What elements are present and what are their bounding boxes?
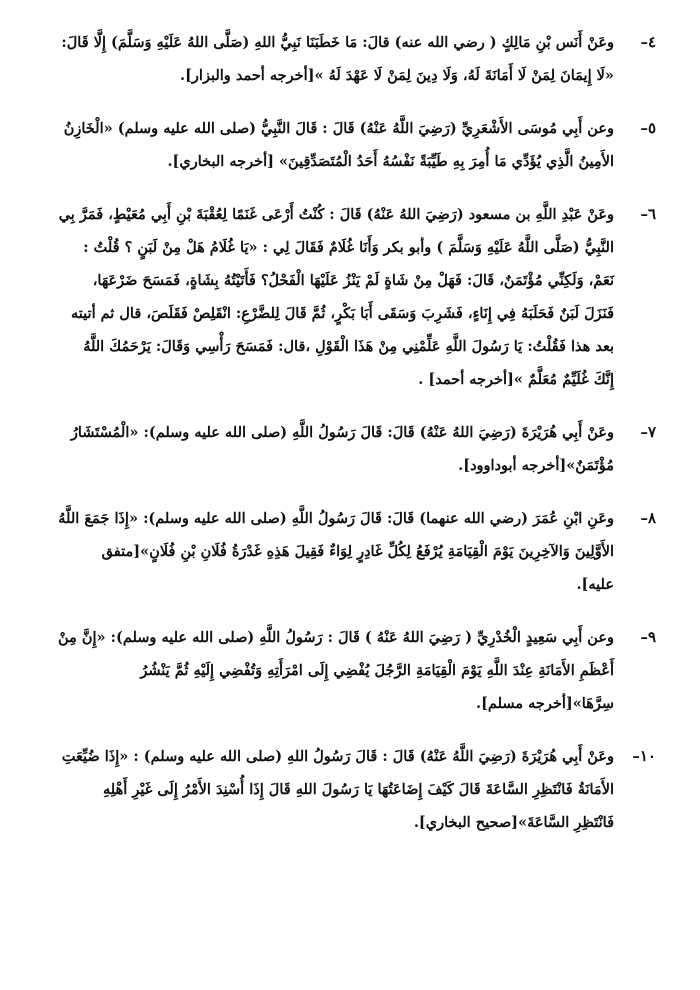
hadith-entry-6 <box>26 198 656 396</box>
hadith-text <box>26 416 614 482</box>
entry-number: ١٠– <box>632 747 656 765</box>
hadith-entry-8 <box>26 502 656 601</box>
entry-number: ٧– <box>640 423 656 441</box>
text-line: وعَنْ أَنَس بْنِ مَالِكٍ ( رضي الله عنه) قالَ: مَا خَطَبَنَا نَبِيُّ اللهِ (صَلَّى اللهُ عَلَيْهِ وَسَلَّمَ) إِلَّا قَالَ: <box>61 34 614 51</box>
text-line: وعن أَبِي سَعِيدٍ الْخُدْرِيِّ ( رَضِيَ اللهُ عَنْهُ ) قَالَ : رَسُولُ اللَّهِ (صلى الله عليه وسلم): «إِنَّ مِنْ <box>57 629 614 646</box>
text-line: فَنَزَلَ لَبَنٌ فَحَلَبَهُ فِي إِنَاءٍ، فَشَرِبَ وَسَقَى أَبَا بَكْرٍ، ثُمَّ قَالَ لِلضَّرْعِ: انْقَلِصْ فَقَلَصَ، قال ثم أتيته <box>71 305 614 322</box>
hadith-text <box>26 26 614 92</box>
text-line: النَّبِيُّ (صَلَّى اللَّهُ عَلَيْهِ وَسَلَّمَ ) وأبو بكر وَأَنَا غُلَامٌ فَقَالَ لِي : «يَا غُلَامُ هَلْ مِنْ لَبَنٍ ؟ قُلْتُ : <box>83 239 614 256</box>
text-line: فَانْتَظِرِ السَّاعَةَ»[صحيح البخاري]. <box>413 814 614 831</box>
entry-number: ٤– <box>640 33 656 51</box>
text-line: وعَنْ أَبِي هُرَيْرَةَ (رَضِيَ اللهُ عَنْهُ) قَالَ: قَالَ رَسُولُ اللَّهِ (صلى الله عليه وسلم): «الْمُسْتَشَارُ <box>70 424 614 441</box>
hadith-entry-5 <box>26 112 656 178</box>
entry-number: ٥– <box>640 119 656 137</box>
text-line: عليه]. <box>576 576 614 593</box>
text-line: «لَا إِيمَانَ لِمَنْ لَا أَمَانَةَ لَهُ، وَلَا دِينَ لِمَنْ لَا عَهْدَ لَهُ »[أخرجه أحمد والبزار]. <box>180 67 614 84</box>
hadith-text <box>26 502 614 601</box>
text-line: وعَنْ أَبِي هُرَيْرَةَ (رَضِيَ اللَّهُ عَنْهُ) قَالَ : قَالَ رَسُولُ اللهِ (صلى الله عليه وسلم) : «إِذَا ضُيِّعَتِ <box>61 748 614 765</box>
text-line: أَعْظَمِ الأَمَانَةِ عِنْدَ اللَّهِ يَوْمَ الْقِيَامَةِ الرَّجُلَ يُفْضِي إِلَى امْرَأَتِهِ وَتُفْضِي إِلَيْهِ ثُمَّ يَنْشُرُ <box>140 662 614 679</box>
entry-number: ٨– <box>640 509 656 527</box>
text-line: وعن أَبِي مُوسَى الأَشْعَرِيِّ (رَضِيَ اللَّهُ عَنْهُ) قَالَ : قَالَ النَّبِيُّ (صلى الله عليه وسلم) «الْخَازِنُ <box>63 120 614 137</box>
text-line: سِرَّهَا»[أخرجه مسلم]. <box>476 695 614 712</box>
hadith-entry-10 <box>26 740 656 839</box>
hadith-entry-7 <box>26 416 656 482</box>
entry-number: ٦– <box>640 205 656 223</box>
text-line: الأَمَانَةُ فَانْتَظِرِ السَّاعَةَ قَالَ كَيْفَ إِضَاعَتُهَا يَا رَسُولَ اللهِ قَالَ إِذَا أُسْنِدَ الأَمْرُ إِلَى غَيْرِ أَهْلِهِ <box>103 781 614 798</box>
hadith-text <box>26 621 614 720</box>
text-line: الأَمِينُ الَّذِي يُؤَدِّي مَا أُمِرَ بِهِ طَيِّبَةً نَفْسُهُ أَحَدُ الْمُتَصَدِّقِينَ» [أخرجه البخاري]. <box>167 153 614 170</box>
hadith-entry-4 <box>26 26 656 92</box>
hadith-entry-9 <box>26 621 656 720</box>
hadith-text <box>26 198 614 396</box>
text-line: وعَنِ ابْنِ عُمَرَ (رضي الله عنهما) قَالَ: قَالَ رَسُولُ اللَّهِ (صلى الله عليه وسلم): «إِذَا جَمَعَ اللَّهُ <box>58 510 614 527</box>
text-line: الأَوَّلِينَ وَالآخِرِينَ يَوْمَ الْقِيَامَةِ يُرْفَعُ لِكُلِّ غَادِرٍ لِوَاءٌ فَقِيلَ هَذِهِ غَدْرَةُ فُلَانِ بْنِ فُلَانٍ»[متفق <box>101 543 614 560</box>
text-line: مُؤْتَمَنٌ»[أخرجه أبوداوود]. <box>458 457 614 474</box>
hadith-text <box>26 112 614 178</box>
text-line: إِنَّكَ غُلَيِّمٌ مُعَلَّمٌ »[أخرجه أحمد] . <box>418 371 614 388</box>
hadith-list <box>26 26 656 839</box>
text-line: وعَنْ عَبْدِ اللَّهِ بن مسعود (رَضِيَ اللهُ عَنْهُ) قَالَ : كُنْتُ أَرْعَى غَنَمًا لِعُقْبَةَ بْنِ أَبِي مُعَيْطٍ، فَمَرَّ بِي <box>58 206 614 223</box>
text-line: بعد هذا فَقُلْتُ: يَا رَسُولَ اللَّهِ عَلِّمْنِي مِنْ هَذَا الْقَوْلِ ،قال: فَمَسَحَ رَأْسِي وَقَالَ: يَرْحَمُكَ اللَّهُ <box>83 338 614 355</box>
text-line: نَعَمْ، وَلَكِنِّي مُؤْتَمَنٌ، قَالَ: فَهَلْ مِنْ شَاةٍ لَمْ يَنْزُ عَلَيْهَا الْفَحْلُ؟ فَأَتَيْتُهُ بِشَاةٍ، فَمَسَحَ ضَرْعَهَا، <box>92 272 614 289</box>
entry-number: ٩– <box>640 628 656 646</box>
hadith-text <box>26 740 614 839</box>
